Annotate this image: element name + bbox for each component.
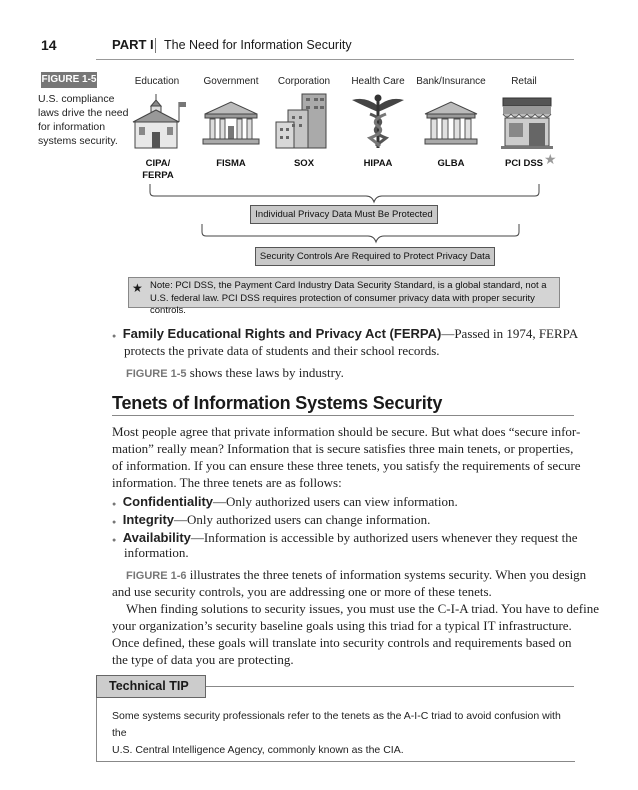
section-heading: Tenets of Information Systems Security (112, 393, 443, 413)
heading-rule (112, 415, 574, 416)
law-label-fisma: FISMA (216, 158, 246, 169)
paragraph-line: and use security controls, you are addressing one or more of these tenets. (112, 584, 492, 599)
category-label: Corporation (277, 76, 331, 87)
security-controls-box: Security Controls Are Required to Protect Privacy Data (255, 247, 495, 266)
category-label: Education (134, 76, 180, 87)
office-building-icon (274, 92, 334, 150)
paragraph-text: illustrates the three tenets of information systems security. When you design (186, 567, 587, 582)
header-divider (155, 38, 156, 53)
store-icon (497, 92, 557, 150)
school-icon (127, 92, 187, 150)
tip-line: U.S. Central Intelligence Agency, commonly known as the CIA. (112, 744, 404, 756)
category-label: Retail (511, 76, 537, 87)
figure-reference-text: shows these laws by industry. (186, 365, 344, 380)
category-label: Health Care (351, 76, 405, 87)
page-number: 14 (41, 37, 57, 53)
tip-rule (205, 686, 574, 687)
header-rule (96, 59, 574, 60)
ferpa-text: —Passed in 1974, FERPA (441, 326, 579, 341)
star-icon: ★ (544, 151, 557, 167)
tip-heading: Technical TIP (96, 675, 206, 698)
tenet-text: —Information is accessible by authorized users whenever they request the (190, 530, 578, 545)
note-star-icon: ★ (132, 281, 143, 295)
paragraph-line: mation” really mean? Information that is secure satisfies three main tenets, or properties, (112, 441, 574, 456)
tip-text (112, 708, 567, 759)
part-label: PART I (112, 37, 154, 52)
figure-badge: FIGURE 1-5 (41, 72, 97, 88)
note-text: Note: PCI DSS, the Payment Card Industry Data Security Standard, is a global standard, not a U.S. federal law. PCI DSS requires protection of consumer privacy data with proper security controls. (150, 280, 547, 316)
law-label-sox: SOX (293, 158, 315, 169)
paragraph-line: Most people agree that private information should be secure. But what does “secure infor- (112, 424, 581, 439)
tenet-text: —Only authorized users can change information. (174, 512, 431, 527)
paragraph-line: When finding solutions to security issues, you must use the C-I-A triad. You have to define (126, 601, 600, 616)
law-label-line: CIPA/ (145, 158, 171, 169)
bank-icon (421, 92, 481, 150)
tenet-text: —Only authorized users can view information. (213, 494, 458, 509)
privacy-data-box: Individual Privacy Data Must Be Protected (250, 205, 438, 224)
tenet-term: Availability (122, 530, 191, 545)
law-label-cipa-ferpa (118, 158, 198, 182)
bullet-icon: ● (112, 518, 117, 526)
caduceus-icon (348, 92, 408, 150)
law-label-hipaa: HIPAA (363, 158, 393, 169)
paragraph-line: information. The three tenets are as follows: (112, 475, 342, 490)
category-label: Bank/Insurance (416, 76, 486, 87)
figure-reference: FIGURE 1-5 (126, 368, 187, 380)
figure-reference: FIGURE 1-6 (126, 570, 187, 582)
tip-line: Some systems security professionals refer to the tenets as the A-I-C triad to avoid confusion with the (112, 710, 561, 739)
paragraph-line: Once defined, these goals will translate into security controls and requirements based on (112, 635, 572, 650)
ferpa-text-line: protects the private data of students and their school records. (124, 343, 440, 358)
tenet-term: Integrity (122, 512, 175, 527)
paragraph-line: of information. If you can ensure these three tenets, you satisfy the requirements of secure (112, 458, 581, 473)
paragraph-line: the type of data you are protecting. (112, 652, 294, 667)
law-label-line: FERPA (142, 170, 174, 181)
running-head-title: The Need for Information Security (164, 38, 352, 52)
tenet-text-line: information. (124, 545, 189, 560)
bullet-icon: ● (112, 536, 117, 544)
category-label: Government (203, 76, 259, 87)
law-label-glba: GLBA (437, 158, 465, 169)
tenet-term: Confidentiality (122, 494, 214, 509)
law-label-pci-dss: PCI DSS (504, 158, 543, 169)
ferpa-term: Family Educational Rights and Privacy Act (FERPA) (122, 326, 442, 341)
paragraph-line: your organization’s security baseline goals using this triad for a typical IT infrastructure. (112, 618, 572, 633)
bullet-icon: ● (112, 332, 117, 340)
figure-reference-para (126, 364, 344, 384)
government-building-icon (201, 92, 261, 150)
figure-caption: U.S. compliance laws drive the need for information systems security. (38, 93, 129, 147)
bullet-icon: ● (112, 500, 117, 508)
